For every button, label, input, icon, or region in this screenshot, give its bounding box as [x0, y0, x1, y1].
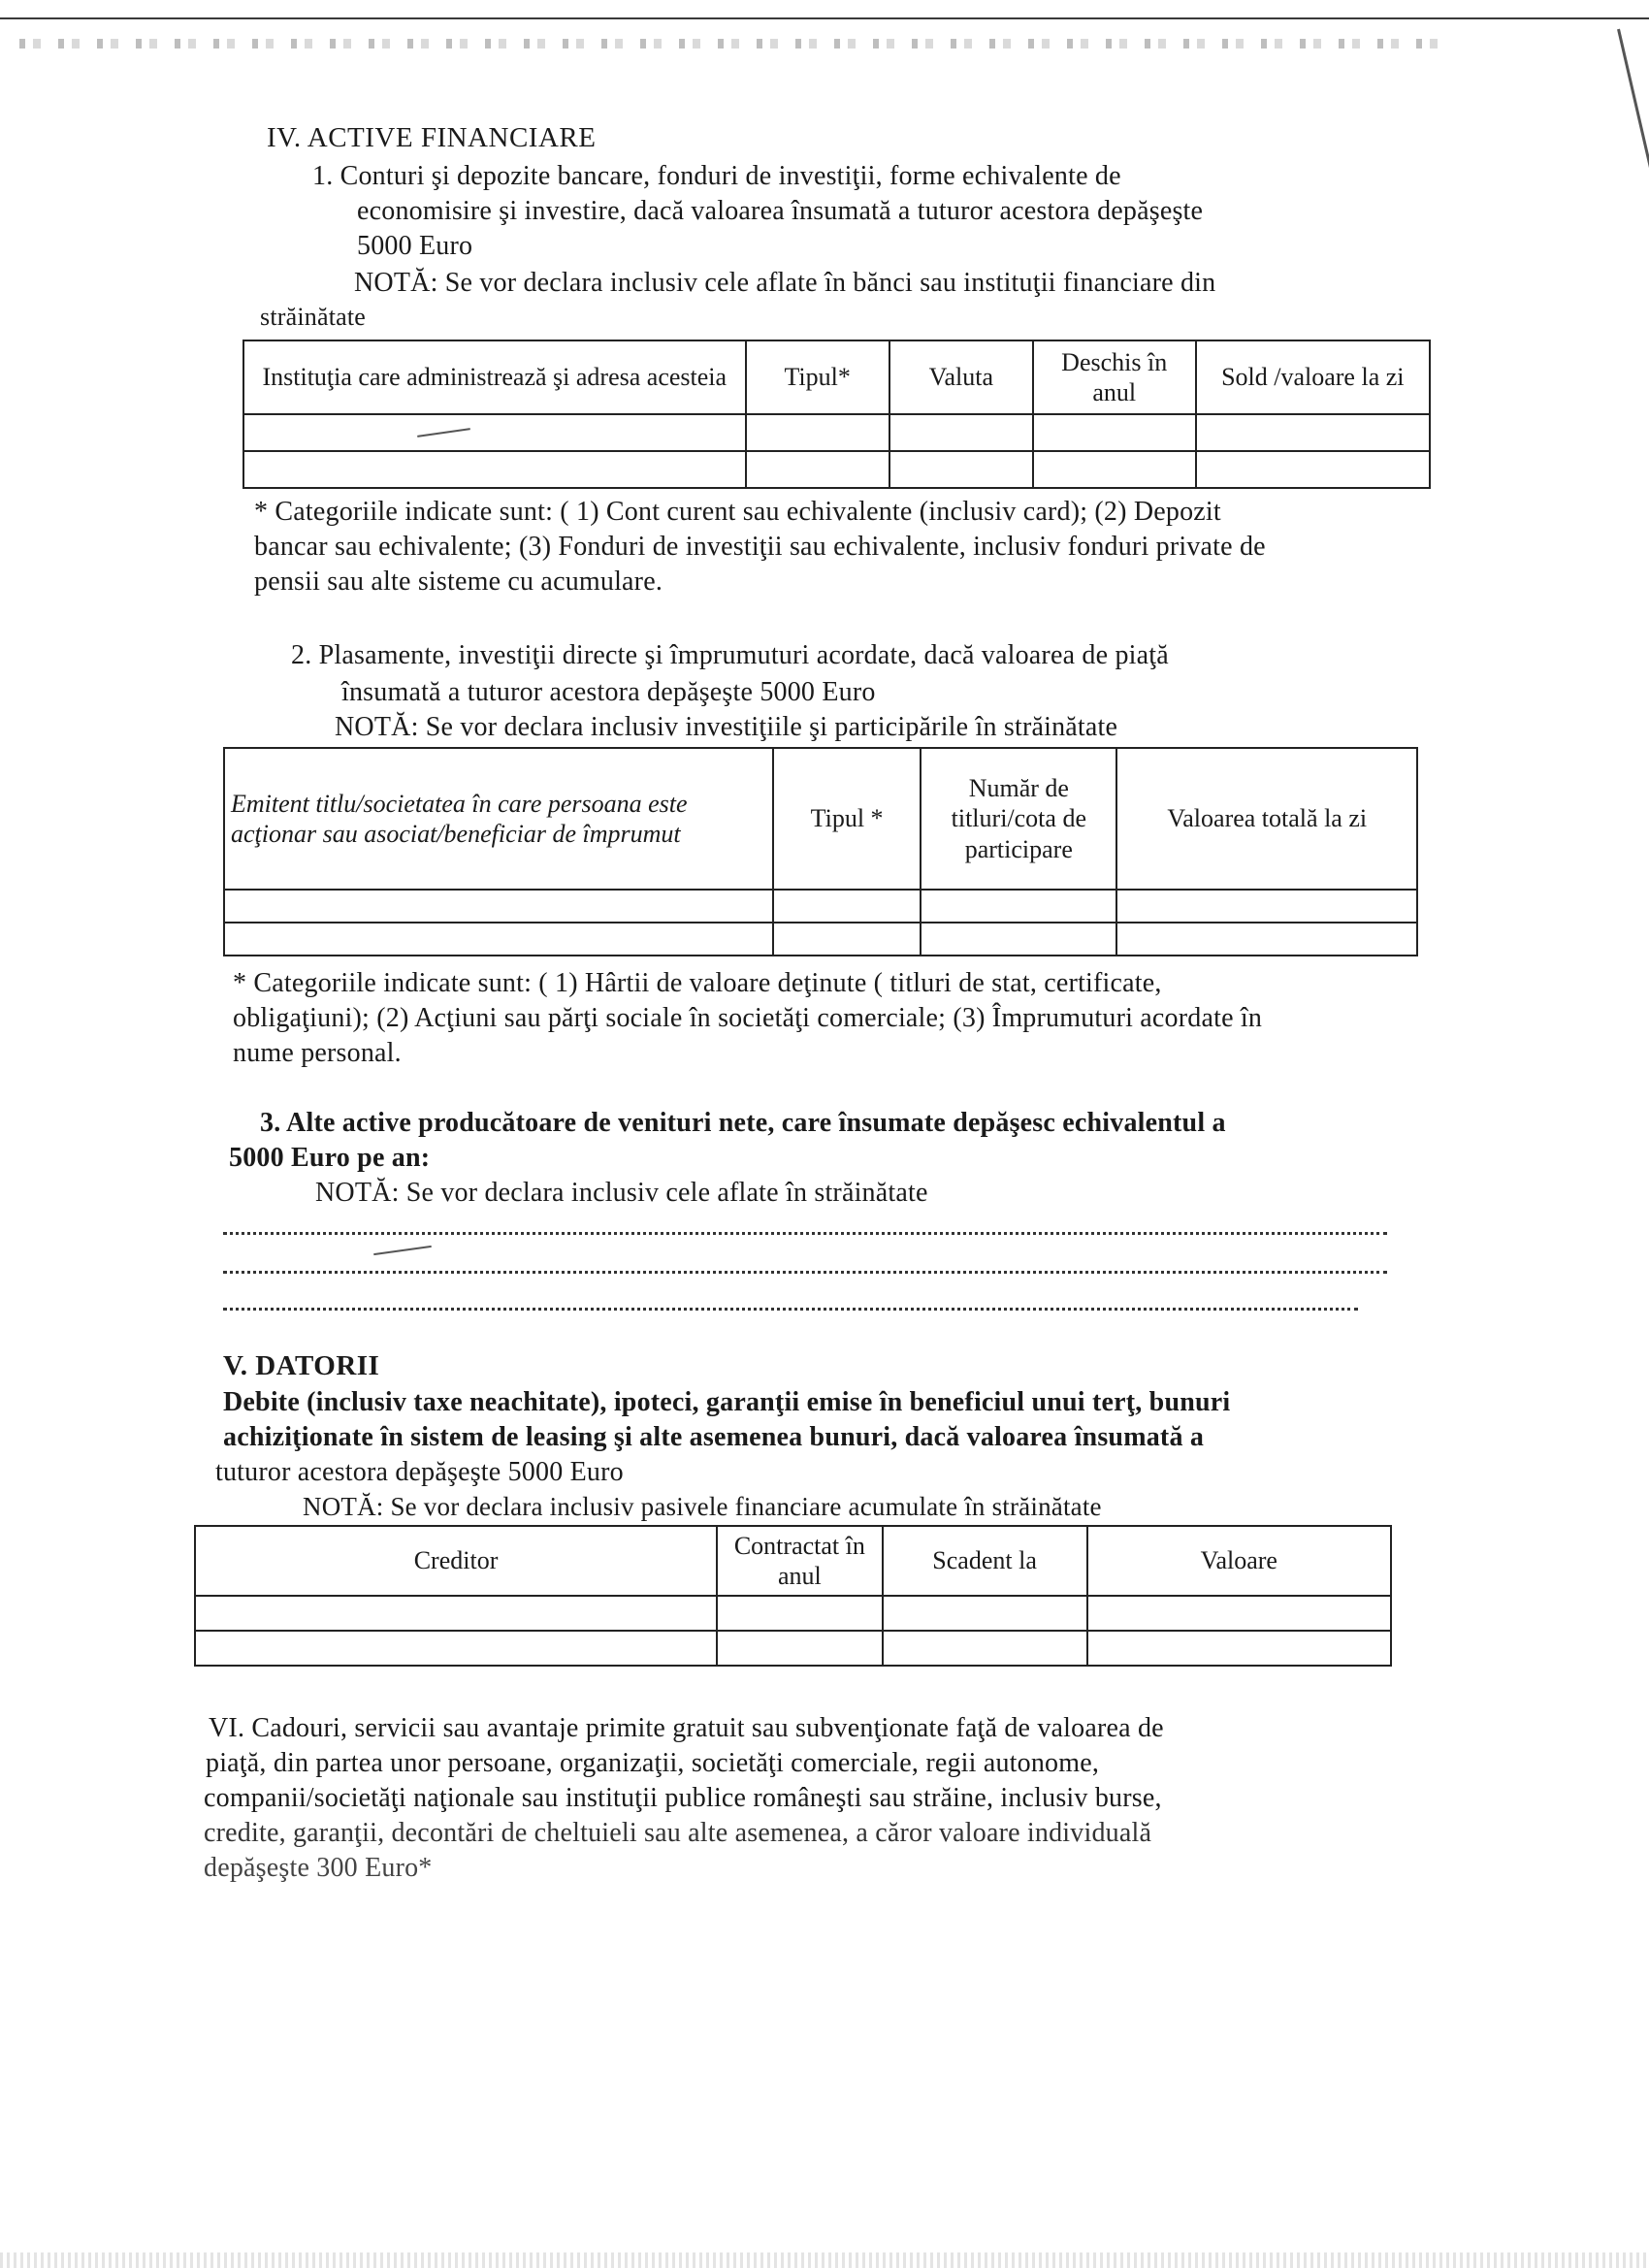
- bank-accounts-table: [242, 340, 1431, 489]
- item3-note: NOTĂ: Se vor declara inclusiv cele aflate în străinătate: [315, 1178, 928, 1208]
- item2-footnote-line1: * Categoriile indicate sunt: ( 1) Hârtii de valoare deţinute ( titluri de stat, certificate,: [233, 968, 1162, 998]
- section-title-datorii: V. DATORII: [223, 1350, 380, 1381]
- col-header-balance: Sold /valoare la zi: [1196, 340, 1430, 414]
- item2-line2: însumată a tuturor acestora depăşeşte 5000 Euro: [341, 677, 876, 707]
- page-fold-line: [1617, 29, 1649, 323]
- item2-footnote-line3: nume personal.: [233, 1038, 402, 1068]
- col-header-shares: Număr de titluri/cota de participare: [921, 748, 1116, 890]
- debts-note: NOTĂ: Se vor declara inclusiv pasivele financiare acumulate în străinătate: [303, 1492, 1102, 1521]
- item1-footnote-line2: bancar sau echivalente; (3) Fonduri de investiţii sau echivalente, inclusiv fonduri private de: [254, 532, 1266, 562]
- item2-note: NOTĂ: Se vor declara inclusiv investiţiile şi participările în străinătate: [335, 712, 1118, 742]
- item1-footnote-line3: pensii sau alte sisteme cu acumulare.: [254, 567, 663, 597]
- col-header-type: Tipul *: [773, 748, 921, 890]
- gifts-line5: depăşeşte 300 Euro*: [204, 1853, 433, 1883]
- debts-line1: Debite (inclusiv taxe neachitate), ipoteci, garanţii emise în beneficiul unui terţ, bunuri: [223, 1387, 1231, 1417]
- col-header-institution: Instituţia care administrează şi adresa acesteia: [243, 340, 746, 414]
- scan-bottom-edge: [0, 2252, 1649, 2268]
- col-header-total-value: Valoarea totală la zi: [1116, 748, 1417, 890]
- col-header-value: Valoare: [1087, 1526, 1391, 1596]
- debts-table: [194, 1525, 1392, 1667]
- item3-line2: 5000 Euro pe an:: [229, 1143, 431, 1173]
- col-header-creditor: Creditor: [195, 1526, 717, 1596]
- gifts-line4: credite, garanţii, decontări de cheltuieli sau alte asemenea, a căror valoare individuală: [204, 1818, 1152, 1848]
- item1-note-cont: străinătate: [260, 303, 367, 331]
- col-header-contracted-year: Contractat în anul: [717, 1526, 883, 1596]
- debts-line2: achiziţionate în sistem de leasing şi alte asemenea bunuri, dacă valoarea însumată a: [223, 1422, 1205, 1452]
- gifts-line3: companii/societăţi naţionale sau instituţii publice româneşti sau străine, inclusiv burse,: [204, 1783, 1162, 1813]
- item1-footnote-line1: * Categoriile indicate sunt: ( 1) Cont curent sau echivalente (inclusiv card); (2) Depozit: [254, 497, 1221, 527]
- item3-line1: 3. Alte active producătoare de venituri nete, care însumate depăşesc echivalentul a: [260, 1108, 1226, 1138]
- table-row: [195, 1631, 1391, 1666]
- table-row: [243, 414, 1430, 451]
- scan-top-edge: [0, 17, 1649, 19]
- table-row: [224, 890, 1417, 923]
- investments-table: [223, 747, 1418, 956]
- col-header-due-date: Scadent la: [883, 1526, 1087, 1596]
- gifts-line2: piaţă, din partea unor persoane, organizaţii, societăţi comerciale, regii autonome,: [206, 1748, 1100, 1778]
- item2-footnote-line2: obligaţiuni); (2) Acţiuni sau părţi sociale în societăţi comerciale; (3) Împrumuturi acordate în: [233, 1003, 1263, 1033]
- item1-line1: 1. Conturi şi depozite bancare, fonduri de investiţii, forme echivalente de: [312, 161, 1121, 191]
- fill-line: [223, 1271, 1387, 1274]
- gifts-line1: VI. Cadouri, servicii sau avantaje primite gratuit sau subvenţionate faţă de valoarea de: [209, 1713, 1164, 1743]
- item1-line2: economisire şi investire, dacă valoarea însumată a tuturor acestora depăşeşte: [357, 196, 1204, 226]
- handwritten-dash: [373, 1246, 432, 1255]
- col-header-type: Tipul*: [746, 340, 889, 414]
- item1-line3: 5000 Euro: [357, 231, 473, 261]
- item1-note: NOTĂ: Se vor declara inclusiv cele aflate în bănci sau instituţii financiare din: [354, 268, 1216, 298]
- table-row: [224, 923, 1417, 956]
- debts-line3: tuturor acestora depăşeşte 5000 Euro: [215, 1457, 624, 1487]
- item2-line1: 2. Plasamente, investiţii directe şi împrumuturi acordate, dacă valoarea de piaţă: [291, 640, 1169, 670]
- col-header-currency: Valuta: [889, 340, 1033, 414]
- fill-line: [223, 1232, 1387, 1235]
- col-header-issuer: Emitent titlu/societatea în care persoana este acţionar sau asociat/beneficiar de împrumut: [224, 748, 773, 890]
- table-row: [195, 1596, 1391, 1631]
- scan-noise: [19, 39, 1455, 49]
- section-title-active-financiare: IV. ACTIVE FINANCIARE: [267, 122, 597, 153]
- fill-line: [223, 1308, 1358, 1311]
- table-row: [243, 451, 1430, 488]
- col-header-opened-year: Deschis în anul: [1033, 340, 1196, 414]
